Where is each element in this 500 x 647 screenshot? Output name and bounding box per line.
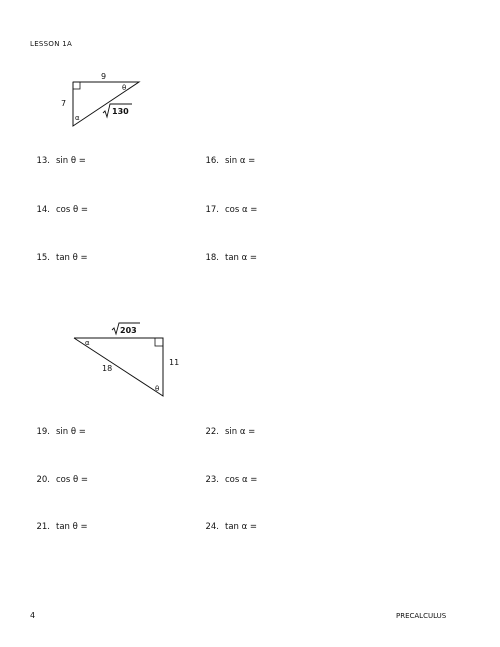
triangle1-angle-alpha: α — [75, 114, 80, 122]
problem-21: 21. tan θ = — [36, 522, 88, 532]
triangle2-hypotenuse: 18 — [102, 364, 113, 373]
problem-19: 19. sin θ = — [36, 427, 86, 437]
triangle1-left-side: 7 — [61, 99, 67, 108]
problem-17: 17. cos α = — [205, 205, 258, 215]
problem-20: 20. cos θ = — [36, 475, 89, 485]
problem-22: 22. sin α = — [205, 427, 256, 437]
problem-24: 24. tan α = — [205, 522, 258, 532]
lesson-header: LESSON 1A — [30, 40, 73, 48]
problem-15: 15. tan θ = — [36, 253, 88, 263]
course-name: PRECALCULUS — [396, 612, 447, 620]
triangle1-hypotenuse: 130 — [112, 107, 129, 116]
page-number: 4 — [30, 611, 36, 620]
triangle2-angle-alpha: α — [85, 339, 90, 347]
triangle2-top-side: 203 — [120, 326, 137, 335]
problem-23: 23. cos α = — [205, 475, 258, 485]
triangle2-right-side: 11 — [169, 358, 180, 367]
problem-13: 13. sin θ = — [36, 156, 86, 166]
triangle-diagram-1 — [55, 66, 155, 132]
triangle1-top-side: 9 — [101, 72, 107, 81]
problem-18: 18. tan α = — [205, 253, 258, 263]
triangle2-angle-theta: θ — [155, 385, 160, 393]
problem-14: 14. cos θ = — [36, 205, 89, 215]
triangle-diagram-2 — [68, 320, 188, 400]
triangle1-angle-theta: θ — [122, 84, 127, 92]
problem-16: 16. sin α = — [205, 156, 256, 166]
